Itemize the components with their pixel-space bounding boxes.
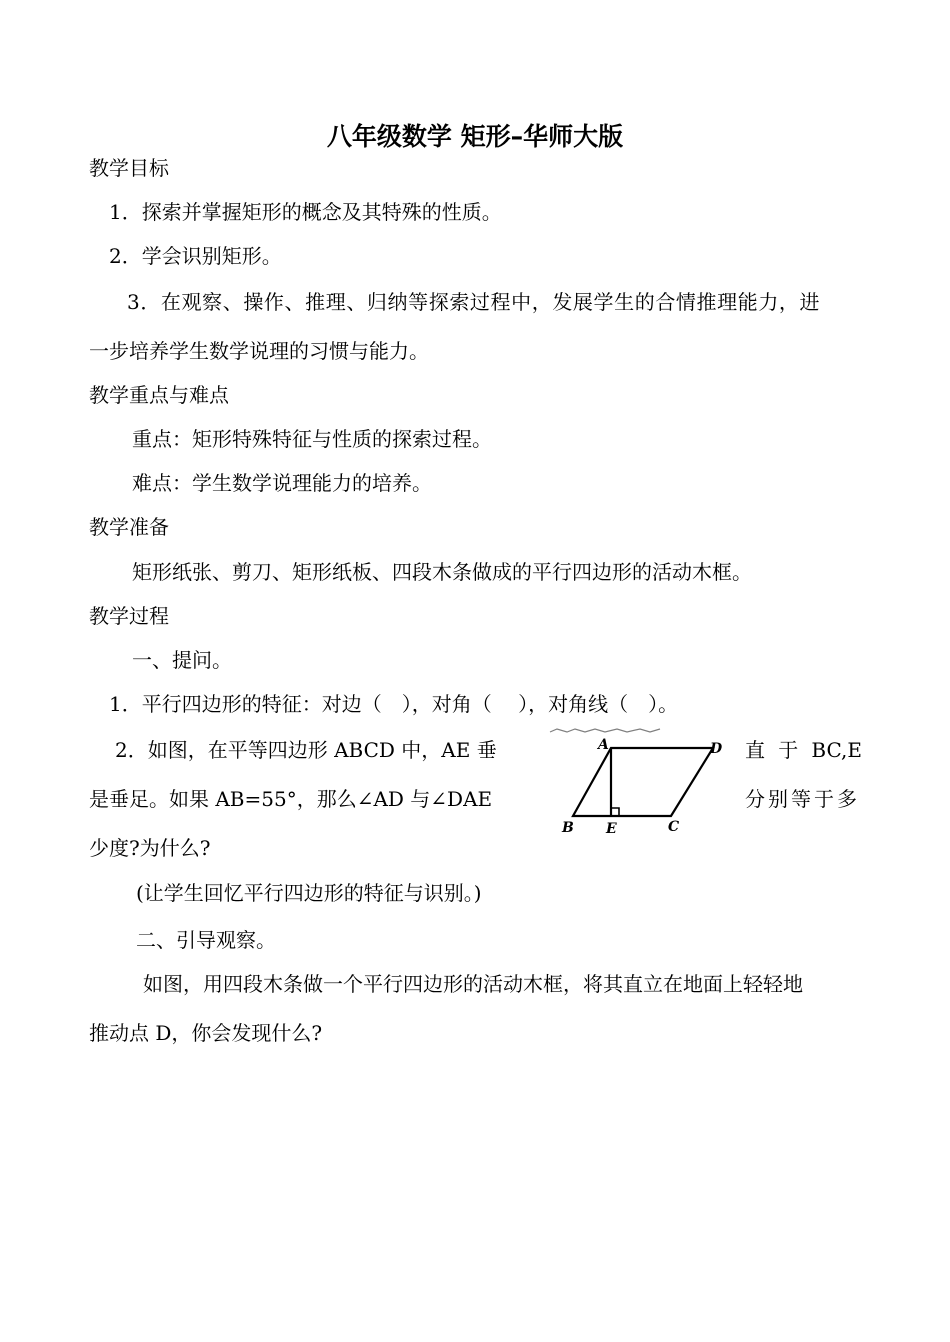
question-2-line2-right: 分别等于多	[745, 787, 860, 811]
question-2-line3: 少度?为什么?	[89, 836, 211, 860]
label-a: A	[598, 737, 609, 753]
question-2-line1-left: 2．如图，在平等四边形 ABCD 中，AE 垂	[115, 738, 497, 762]
right-angle-mark	[611, 808, 619, 816]
question-2-word-yu: 于	[778, 738, 799, 762]
question-2-line1-right	[745, 740, 862, 760]
objective-2: 2．学会识别矩形。	[109, 244, 282, 268]
question-2-word-zhi: 直	[745, 738, 765, 762]
observation-line2: 推动点 D，你会发现什么?	[89, 1021, 323, 1045]
key-point-focus: 重点：矩形特殊特征与性质的探索过程。	[132, 427, 492, 451]
section-1-title: 一、提问。	[132, 648, 232, 672]
key-points-heading: 教学重点与难点	[89, 383, 229, 407]
parallelogram-abcd	[573, 748, 713, 816]
label-b: B	[562, 820, 574, 836]
question-2-line2-left: 是垂足。如果 AB=55°，那么∠AD 与∠DAE	[89, 787, 493, 811]
objectives-heading: 教学目标	[89, 156, 169, 180]
objective-1: 1．探索并掌握矩形的概念及其特殊的性质。	[109, 200, 502, 224]
question-2-word-bce: BC,E	[811, 738, 862, 762]
preparation-heading: 教学准备	[89, 515, 169, 539]
key-point-difficulty: 难点：学生数学说理能力的培养。	[132, 471, 432, 495]
parallelogram-figure	[545, 728, 735, 840]
preparation-materials: 矩形纸张、剪刀、矩形纸板、四段木条做成的平行四边形的活动木框。	[132, 560, 752, 584]
label-c: C	[668, 819, 680, 835]
objective-3-line1: 3．在观察、操作、推理、归纳等探索过程中，发展学生的合情推理能力，进	[127, 290, 821, 314]
question-1: 1．平行四边形的特征：对边（ ），对角（ ），对角线（ ）。	[109, 692, 679, 716]
observation-line1: 如图，用四段木条做一个平行四边形的活动木框，将其直立在地面上轻轻地	[143, 972, 803, 996]
label-d: D	[710, 741, 723, 757]
figure-scan-artifact	[550, 729, 660, 732]
process-heading: 教学过程	[89, 604, 169, 628]
objective-3-line2: 一步培养学生数学说理的习惯与能力。	[89, 339, 429, 363]
review-note: (让学生回忆平行四边形的特征与识别。)	[136, 881, 482, 905]
section-2-title: 二、引导观察。	[136, 928, 276, 952]
page-title: 八年级数学 矩形–华师大版	[326, 122, 624, 151]
label-e: E	[606, 821, 617, 837]
